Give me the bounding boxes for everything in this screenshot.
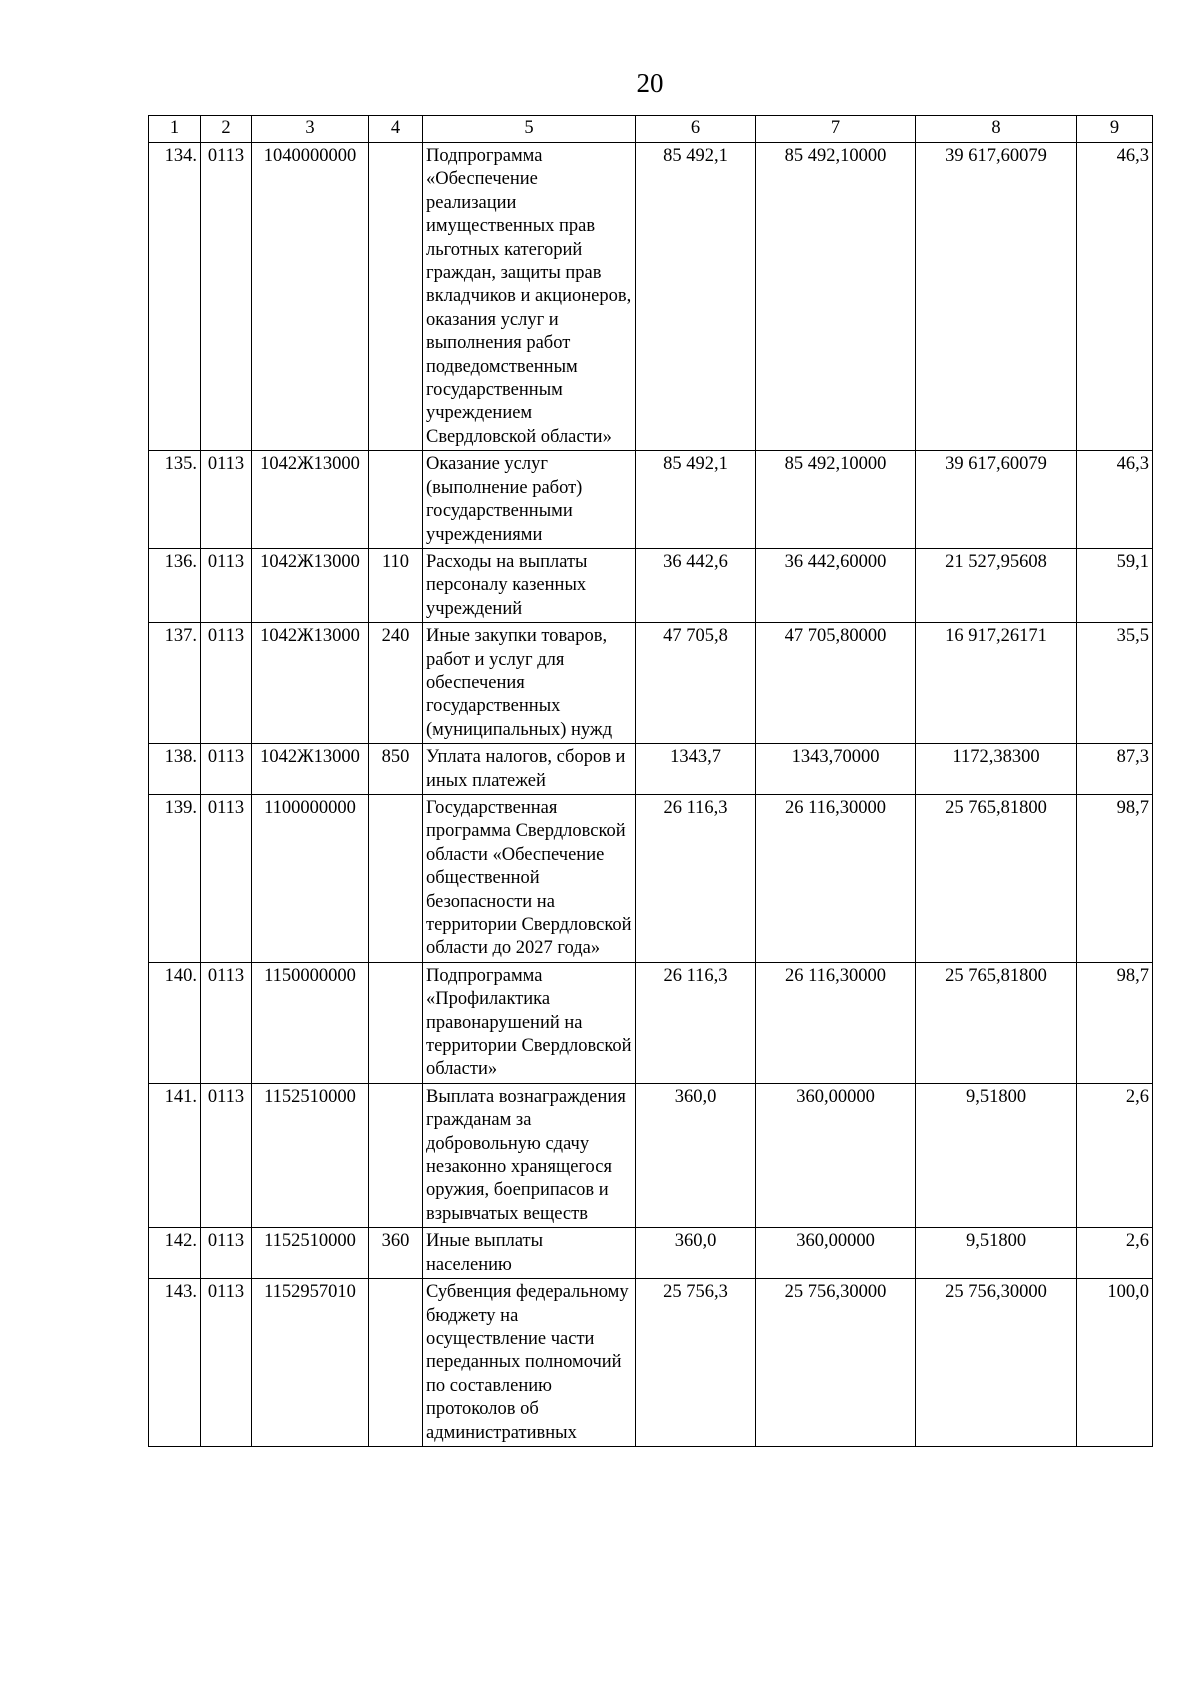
value-col6-cell: 1343,7 [636,744,756,795]
target-code-cell: 1152510000 [252,1228,369,1279]
table-row [149,1279,1153,1447]
row-number-cell: 142. [149,1228,201,1279]
section-code-cell: 0113 [201,548,252,622]
table-row [149,744,1153,795]
expense-type-cell [369,451,423,549]
expense-type-cell [369,143,423,451]
section-code-cell: 0113 [201,962,252,1083]
value-col8-cell: 39 617,60079 [916,451,1077,549]
header-cell: 7 [756,116,916,143]
section-code-cell: 0113 [201,794,252,962]
value-col6-cell: 26 116,3 [636,962,756,1083]
target-code-cell: 1042Ж13000 [252,548,369,622]
target-code-cell: 1042Ж13000 [252,451,369,549]
percent-cell: 87,3 [1077,744,1153,795]
percent-cell: 2,6 [1077,1228,1153,1279]
row-number-cell: 135. [149,451,201,549]
percent-cell: 2,6 [1077,1083,1153,1227]
value-col7-cell: 26 116,30000 [756,962,916,1083]
item-name-cell: Выплата вознаграждения гражданам за добровольную сдачу незаконно хранящегося оружия, боеприпасов и взрывчатых веществ [423,1083,636,1227]
row-number-cell: 136. [149,548,201,622]
percent-cell: 59,1 [1077,548,1153,622]
target-code-cell: 1150000000 [252,962,369,1083]
value-col6-cell: 85 492,1 [636,143,756,451]
value-col7-cell: 47 705,80000 [756,623,916,744]
item-name-cell: Подпрограмма «Обеспечение реализации имущественных прав льготных категорий граждан, защиты прав вкладчиков и акционеров, оказания услуг и выполнения работ подведомственным государственным учреждением Свердловской области» [423,143,636,451]
item-name-cell: Иные выплаты населению [423,1228,636,1279]
percent-cell: 98,7 [1077,794,1153,962]
header-cell: 5 [423,116,636,143]
value-col8-cell: 25 765,81800 [916,962,1077,1083]
expense-type-cell: 110 [369,548,423,622]
expense-type-cell [369,794,423,962]
row-number-cell: 140. [149,962,201,1083]
percent-cell: 100,0 [1077,1279,1153,1447]
value-col7-cell: 26 116,30000 [756,794,916,962]
value-col8-cell: 25 756,30000 [916,1279,1077,1447]
row-number-cell: 138. [149,744,201,795]
section-code-cell: 0113 [201,451,252,549]
table-body [149,143,1153,1447]
section-code-cell: 0113 [201,623,252,744]
table-row [149,794,1153,962]
expense-type-cell: 850 [369,744,423,795]
value-col7-cell: 85 492,10000 [756,143,916,451]
section-code-cell: 0113 [201,1228,252,1279]
row-number-cell: 139. [149,794,201,962]
value-col8-cell: 1172,38300 [916,744,1077,795]
item-name-cell: Иные закупки товаров, работ и услуг для обеспечения государственных (муниципальных) нужд [423,623,636,744]
row-number-cell: 141. [149,1083,201,1227]
header-cell: 9 [1077,116,1153,143]
percent-cell: 46,3 [1077,451,1153,549]
expense-type-cell [369,1083,423,1227]
value-col7-cell: 85 492,10000 [756,451,916,549]
value-col7-cell: 360,00000 [756,1083,916,1227]
item-name-cell: Расходы на выплаты персоналу казенных учреждений [423,548,636,622]
table-row [149,143,1153,451]
header-cell: 3 [252,116,369,143]
row-number-cell: 143. [149,1279,201,1447]
header-cell: 4 [369,116,423,143]
value-col6-cell: 26 116,3 [636,794,756,962]
page-number: 20 [636,68,664,98]
value-col6-cell: 25 756,3 [636,1279,756,1447]
value-col7-cell: 25 756,30000 [756,1279,916,1447]
section-code-cell: 0113 [201,1279,252,1447]
item-name-cell: Государственная программа Свердловской области «Обеспечение общественной безопасности на территории Свердловской области до 2027 года» [423,794,636,962]
table-row [149,623,1153,744]
value-col8-cell: 9,51800 [916,1083,1077,1227]
table-row [149,962,1153,1083]
value-col8-cell: 21 527,95608 [916,548,1077,622]
table-header [149,116,1153,143]
expense-type-cell [369,962,423,1083]
value-col6-cell: 360,0 [636,1083,756,1227]
table-row [149,1228,1153,1279]
percent-cell: 35,5 [1077,623,1153,744]
header-cell: 2 [201,116,252,143]
value-col6-cell: 36 442,6 [636,548,756,622]
target-code-cell: 1100000000 [252,794,369,962]
percent-cell: 98,7 [1077,962,1153,1083]
budget-table [148,115,1153,1447]
value-col8-cell: 9,51800 [916,1228,1077,1279]
item-name-cell: Субвенция федеральному бюджету на осуществление части переданных полномочий по составлению протоколов об административных [423,1279,636,1447]
row-number-cell: 134. [149,143,201,451]
item-name-cell: Уплата налогов, сборов и иных платежей [423,744,636,795]
value-col7-cell: 360,00000 [756,1228,916,1279]
header-row [149,116,1153,143]
table-row [149,1083,1153,1227]
value-col6-cell: 360,0 [636,1228,756,1279]
expense-type-cell: 240 [369,623,423,744]
section-code-cell: 0113 [201,744,252,795]
section-code-cell: 0113 [201,1083,252,1227]
target-code-cell: 1042Ж13000 [252,744,369,795]
header-cell: 8 [916,116,1077,143]
percent-cell: 46,3 [1077,143,1153,451]
target-code-cell: 1152957010 [252,1279,369,1447]
target-code-cell: 1040000000 [252,143,369,451]
expense-type-cell: 360 [369,1228,423,1279]
header-cell: 6 [636,116,756,143]
table-row [149,451,1153,549]
value-col8-cell: 39 617,60079 [916,143,1077,451]
item-name-cell: Оказание услуг (выполнение работ) государственными учреждениями [423,451,636,549]
value-col7-cell: 36 442,60000 [756,548,916,622]
value-col7-cell: 1343,70000 [756,744,916,795]
expense-type-cell [369,1279,423,1447]
value-col8-cell: 25 765,81800 [916,794,1077,962]
value-col8-cell: 16 917,26171 [916,623,1077,744]
row-number-cell: 137. [149,623,201,744]
target-code-cell: 1152510000 [252,1083,369,1227]
section-code-cell: 0113 [201,143,252,451]
header-cell: 1 [149,116,201,143]
item-name-cell: Подпрограмма «Профилактика правонарушений на территории Свердловской области» [423,962,636,1083]
target-code-cell: 1042Ж13000 [252,623,369,744]
value-col6-cell: 47 705,8 [636,623,756,744]
value-col6-cell: 85 492,1 [636,451,756,549]
table-row [149,548,1153,622]
